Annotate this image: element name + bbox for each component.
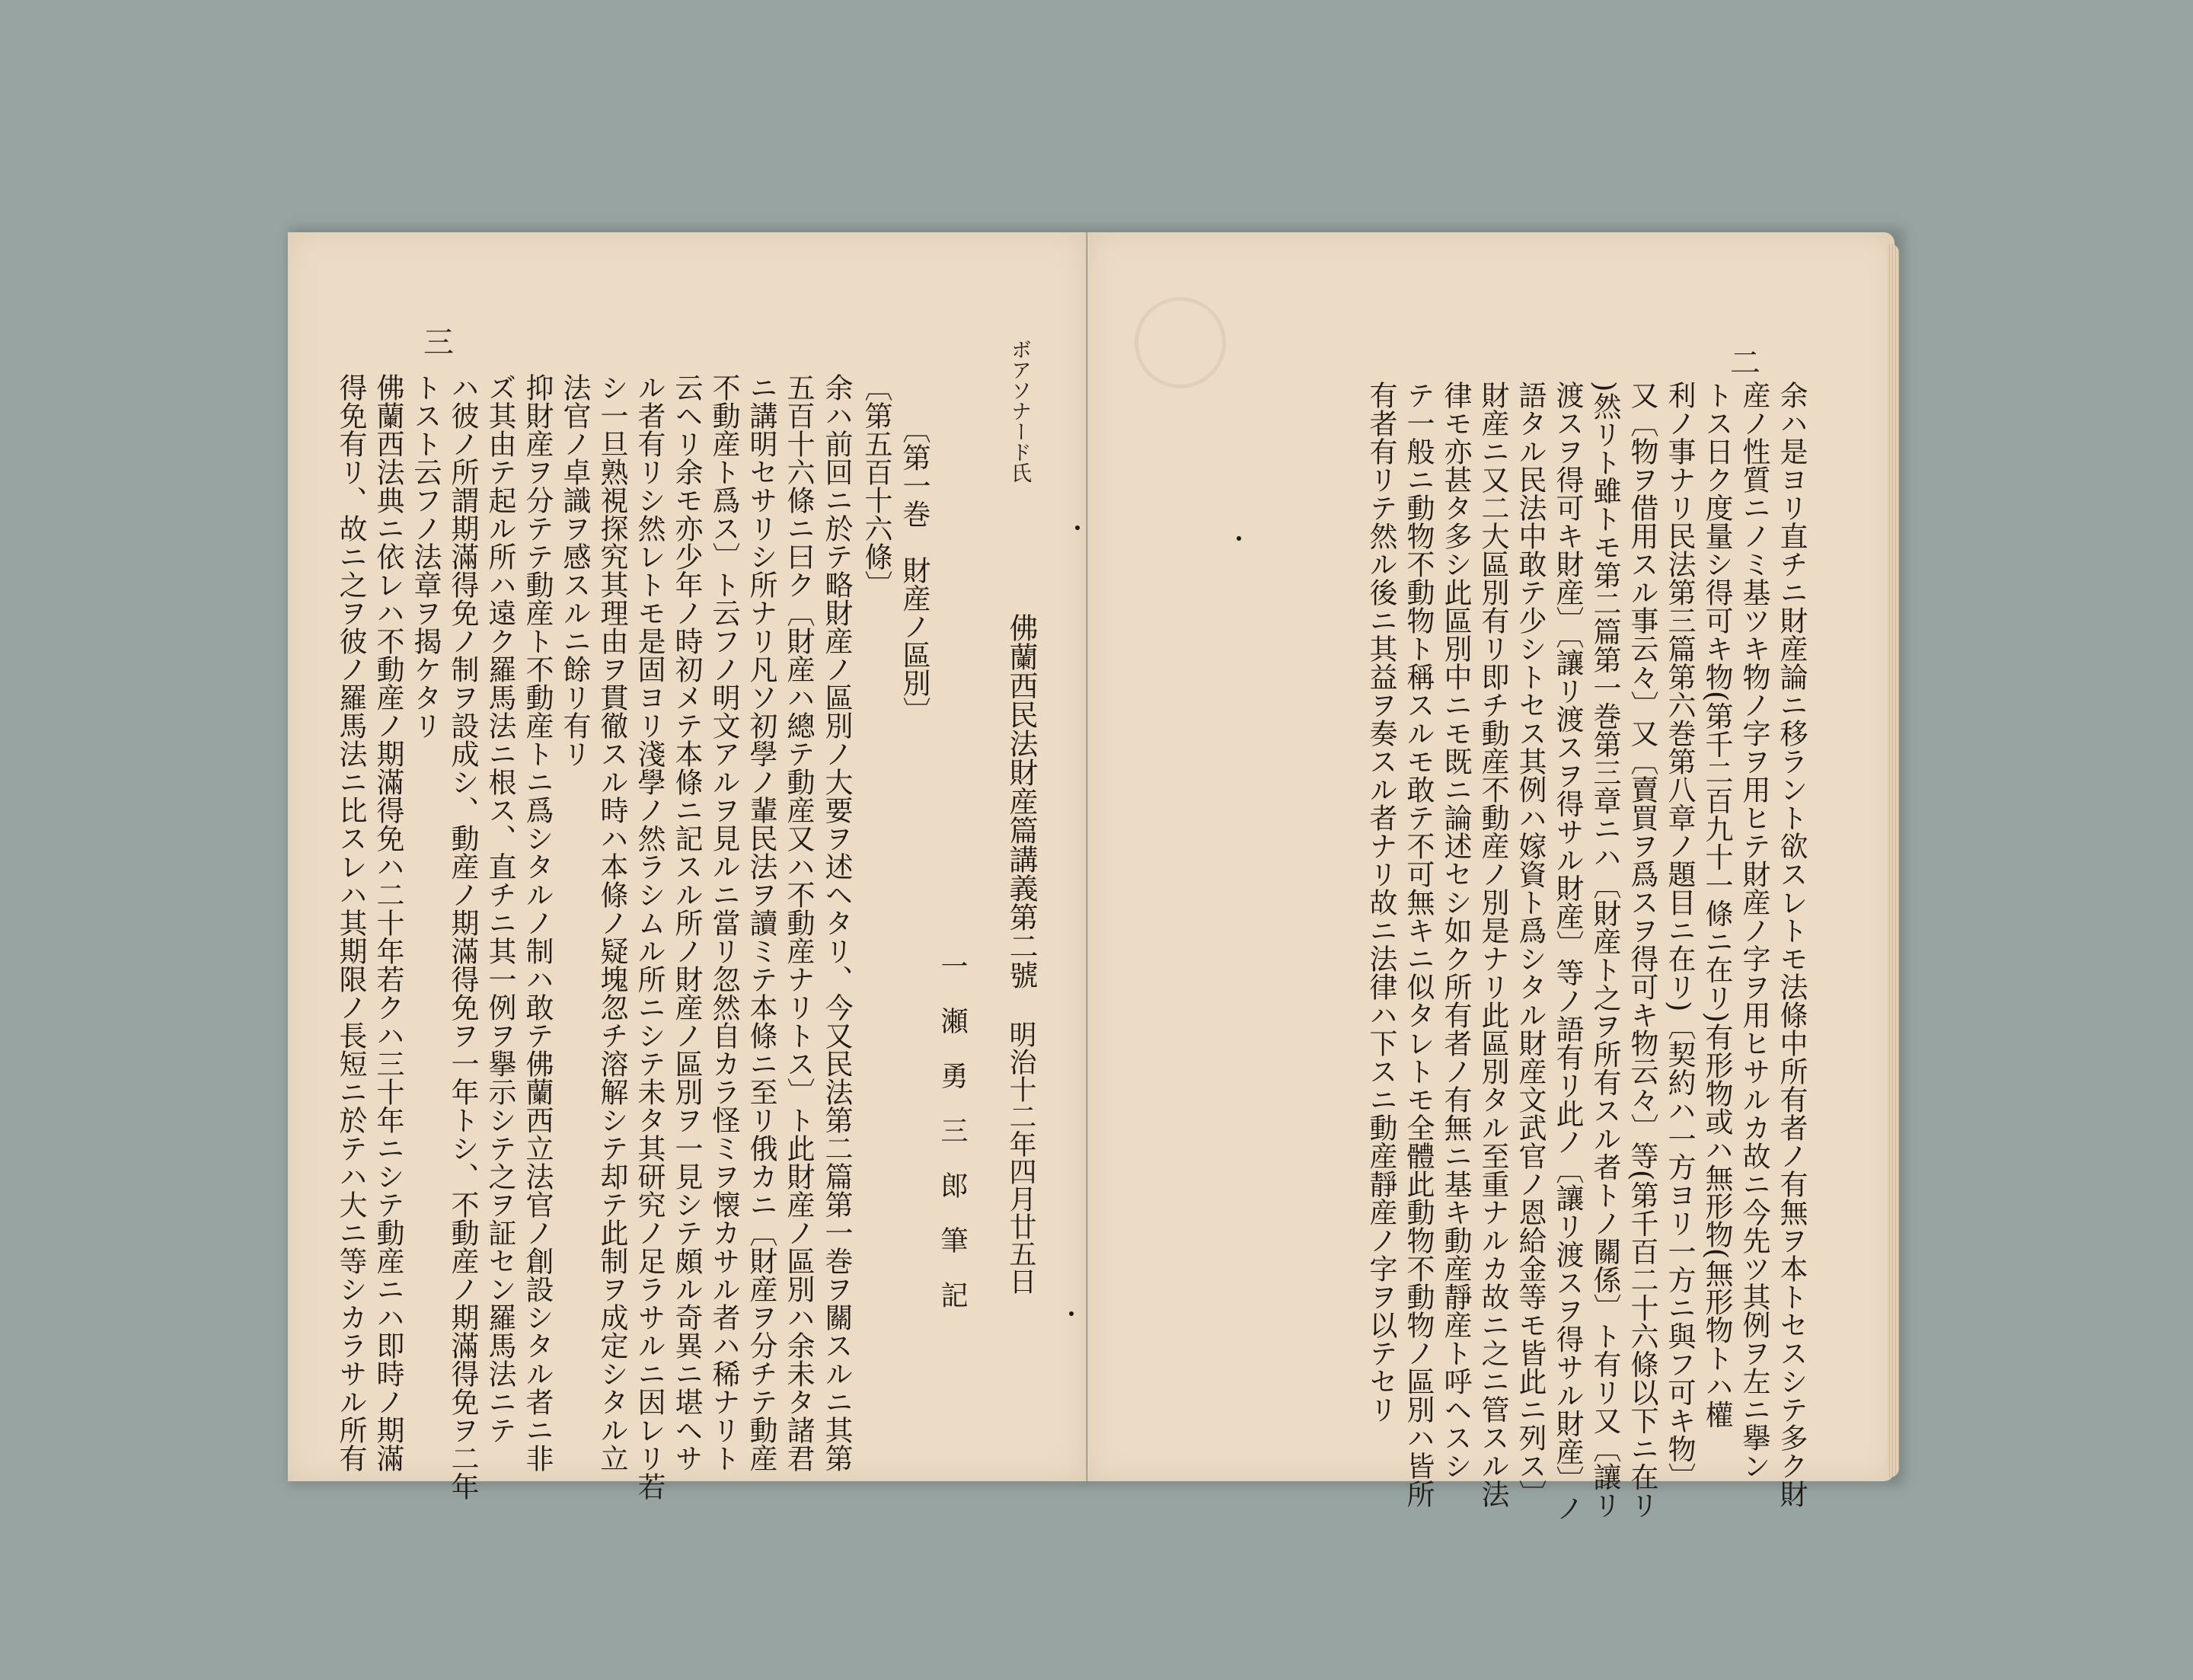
text-line: トスト云フノ法章ヲ揭ケタリ [409, 373, 442, 739]
text-line: テ一般ニ動物不動物ト稱スルモ敢テ不可無キニ似タレトモ全體此動物不動物ノ區別ハ皆所 [1402, 381, 1435, 1508]
section-heading: 〔第一巻 財産ノ區別〕 [898, 415, 931, 725]
text-line: 利ノ事ナリ民法第三篇第六巻第八章ノ題目ニ在リ)〔契約ハ一方ヨリ一方ニ與フ可キ物〕 [1663, 381, 1696, 1491]
author-label: ボアソナード氏 [1007, 339, 1031, 483]
page-edges [1887, 244, 1899, 1477]
text-line: トス日ク度量シ得可キ物(第千二百九十一條ニ在リ)有形物或ハ無形物(無形物トハ權 [1700, 381, 1733, 1429]
right-page-number: 二 [1730, 346, 1760, 381]
text-line: 又〔物ヲ借用スル事云々〕又〔賣買ヲ爲スヲ得可キ物云々〕等(第千百二十六條以下ニ在リ [1626, 381, 1658, 1519]
text-line: 有者有リテ然ル後ニ其益ヲ奏スル者ナリ故ニ法律ハ下スニ動産靜産ノ字ヲ以テセリ [1365, 381, 1397, 1423]
text-line: 得免有リ、故ニ之ヲ彼ノ羅馬法ニ比スレハ其期限ノ長短ニ於テハ大ニ等シカラサル所有 [334, 373, 367, 1472]
ink-dot [1075, 525, 1080, 530]
text-line: ズ其由テ起ル所ハ遠ク羅馬法ニ根ス、直チニ其一例ヲ擧示シテ之ヲ証セン羅馬法ニテ [484, 373, 516, 1444]
text-line: 佛蘭西法典ニ依レハ不動産ノ期滿得免ハ二十年若クハ三十年ニシテ動産ニハ即時ノ期滿 [372, 373, 404, 1472]
text-line: 渡スヲ得可キ財産〕〔讓リ渡スヲ得サル財産〕等ノ語有リ此ノ〔讓リ渡スヲ得サル財産〕ノ [1551, 381, 1584, 1522]
show-through-text [1249, 426, 1288, 1279]
document-date: 明治十二年四月廿五日 [1005, 1020, 1036, 1295]
text-line: 財産ニ又二大區別有リ即チ動産不動産ノ別是ナリ此區別タル至重ナルカ故ニ之ニ管スル法 [1476, 381, 1509, 1508]
text-line: 云ヘリ余モ亦少年ノ時初メテ本條ニ記スル所ノ財産ノ區別ヲ一見シテ頗ル奇異ニ堪ヘサ [670, 373, 703, 1472]
text-line: 法官ノ卓識ヲ感スルニ餘リ有リ [558, 373, 591, 768]
text-line: 不動産ト爲ス〕ト云フノ明文アルヲ見ルニ當リ忽然自カラ怪ミヲ懐カサル者ハ稀ナリト [707, 373, 740, 1472]
text-line: 産ノ性質ニノミ基ツキ物ノ字ヲ用ヒテ財産ノ字ヲ用ヒサルカ故ニ今先ツ其例ヲ左ニ擧ン [1738, 381, 1770, 1480]
article-heading: 〔第五百十六條〕 [860, 373, 892, 599]
left-page-number: 三 [423, 325, 454, 360]
text-line: シ一旦熟視探究其理由ヲ貫徹スル時ハ本條ノ疑塊忽チ溶解シテ却テ此制ヲ成定シタル立 [595, 373, 628, 1472]
text-line: 余ハ是ヨリ直チニ財産論ニ移ラント欲スレトモ法條中所有者ノ有無ヲ本トセスシテ多ク財 [1775, 381, 1808, 1508]
text-line: ル者有リシ然レトモ是固ヨリ淺學ノ然ラシムル所ニシテ未タ其研究ノ足ラサルニ因レリ若 [633, 373, 666, 1500]
text-line: 余ハ前回ニ於テ略財産ノ區別ノ大要ヲ述ヘタリ、今又民法第二篇第一巻ヲ關スルニ其第 [820, 373, 853, 1472]
text-line: )然リト雖トモ第二篇第一巻第三章ニハ〔財産ト之ヲ所有スル者トノ關係〕ト有リ又〔讓リ [1588, 381, 1621, 1519]
text-line: 語タル民法中敢テ少シトセス其例ハ嫁資ト爲シタル財産文武官ノ恩給金等モ皆此ニ列ス〕 [1514, 381, 1547, 1508]
text-line: ニ講明セサリシ所ナリ凡ソ初學ノ輩民法ヲ讀ミテ本條ニ至リ俄カニ〔財産ヲ分チテ動産 [745, 373, 777, 1472]
recorder-name: 一 瀬 勇 三 郎 筆 記 [937, 952, 968, 1308]
text-line: 抑財産ヲ分テテ動産ト不動産トニ爲シタルノ制ハ敢テ佛蘭西立法官ノ創設シタル者ニ非 [521, 373, 554, 1472]
ink-dot [1237, 536, 1241, 541]
text-line: 五百十六條ニ曰ク〔財産ハ總テ動産又ハ不動産ナリトス〕ト此財産ノ區別ハ余未タ諸君 [782, 373, 815, 1472]
text-line: 律モ亦甚タ多シ此區別中ニモ既ニ論述セシ如ク所有者ノ有無ニ基キ動産靜産ト呼ヘスシ [1439, 381, 1472, 1480]
document-title: 佛蘭西民法財産篇講義第二號 [1004, 613, 1038, 989]
text-line: ハ彼ノ所謂期滿得免ノ制ヲ設成シ、動産ノ期滿得免ヲ一年トシ、不動産ノ期滿得免ヲ二年 [446, 373, 479, 1500]
faint-stamp-impression [1135, 297, 1226, 388]
ink-dot [1069, 1311, 1074, 1316]
